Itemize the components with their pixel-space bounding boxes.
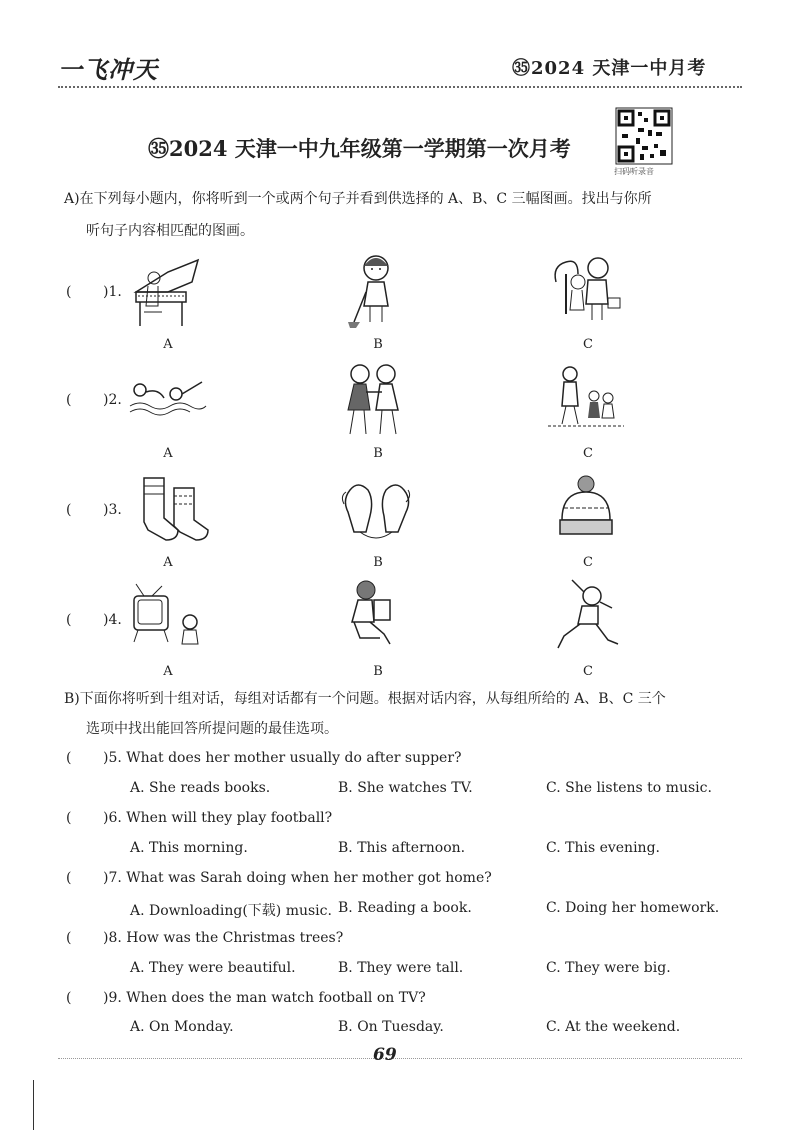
qr-code-icon [616,108,672,164]
swimming-icon [128,378,208,418]
option-b: B. On Tuesday. [338,1019,444,1035]
option-c: C. Doing her homework. [546,900,720,916]
hat-icon [556,474,616,544]
boy-reading-icon [340,578,400,648]
option-a: A. She reads books. [130,780,271,796]
kids-planting-icon [548,252,624,328]
option-c: C. She listens to music. [546,780,712,796]
question-number: )2. [103,392,122,408]
piano-icon [128,252,204,328]
question-text: )6. When will they play football? [103,810,333,826]
choice-label-c: C [583,337,593,352]
section-b-instruction: B)下面你将听到十组对话，每组对话都有一个问题。根据对话内容，从每组所给的 A、B、C 三个 [64,691,666,707]
brand-logo: 一飞冲天 [58,56,158,84]
choice-label-a: A [163,664,173,679]
answer-paren: ( [66,284,72,300]
question-text: )9. When does the man watch football on TV? [103,990,426,1006]
section-b-instruction-cont: 选项中找出能回答所提问题的最佳选项。 [86,721,338,737]
page-title: ㉟2024 天津一中九年级第一学期第一次月考 [148,136,571,161]
choice-label-b: B [373,337,383,352]
girl-sweeping-icon [348,252,404,328]
option-a: A. Downloading(下载) music. [130,903,332,919]
boy-exercising-icon [552,578,622,650]
answer-paren: ( [66,392,72,408]
answer-paren: ( [66,870,72,886]
choice-label-c: C [583,664,593,679]
gloves-icon [340,476,412,546]
answer-paren: ( [66,750,72,766]
footer-divider [58,1058,742,1059]
section-a-instruction-cont: 听句子内容相匹配的图画。 [86,223,254,239]
question-number: )3. [103,502,122,518]
header-divider [58,86,742,88]
choice-label-b: B [373,555,383,570]
margin-rule [33,1080,34,1130]
option-c: C. They were big. [546,960,671,976]
answer-paren: ( [66,810,72,826]
choice-label-a: A [163,446,173,461]
section-a-instruction: A)在下列每小题内，你将听到一个或两个句子并看到供选择的 A、B、C 三幅图画。找出与你所 [64,191,652,207]
question-text: )7. What was Sarah doing when her mother got home? [103,870,492,886]
socks-icon [134,474,214,544]
choice-label-a: A [163,555,173,570]
kids-playing-icon [340,362,408,436]
choice-label-c: C [583,555,593,570]
question-number: )4. [103,612,122,628]
option-c: C. At the weekend. [546,1019,681,1035]
question-text: )5. What does her mother usually do after supper? [103,750,462,766]
option-c: C. This evening. [546,840,660,856]
option-a: A. On Monday. [130,1019,234,1035]
choice-label-c: C [583,446,593,461]
option-a: A. This morning. [130,840,248,856]
answer-paren: ( [66,930,72,946]
tv-icon [128,582,208,652]
answer-paren: ( [66,502,72,518]
option-a: A. They were beautiful. [130,960,296,976]
choice-label-b: B [373,664,383,679]
option-b: B. Reading a book. [338,900,472,916]
answer-paren: ( [66,612,72,628]
family-walking-icon [548,366,624,432]
question-text: )8. How was the Christmas trees? [103,930,344,946]
option-b: B. She watches TV. [338,780,473,796]
option-b: B. They were tall. [338,960,464,976]
qr-caption: 扫码听录音 [614,167,654,176]
option-b: B. This afternoon. [338,840,466,856]
choice-label-a: A [163,337,173,352]
question-number: )1. [103,284,122,300]
answer-paren: ( [66,990,72,1006]
page-number: 69 [373,1045,397,1065]
exam-tag: ㉟2024 天津一中月考 [512,58,707,79]
choice-label-b: B [373,446,383,461]
